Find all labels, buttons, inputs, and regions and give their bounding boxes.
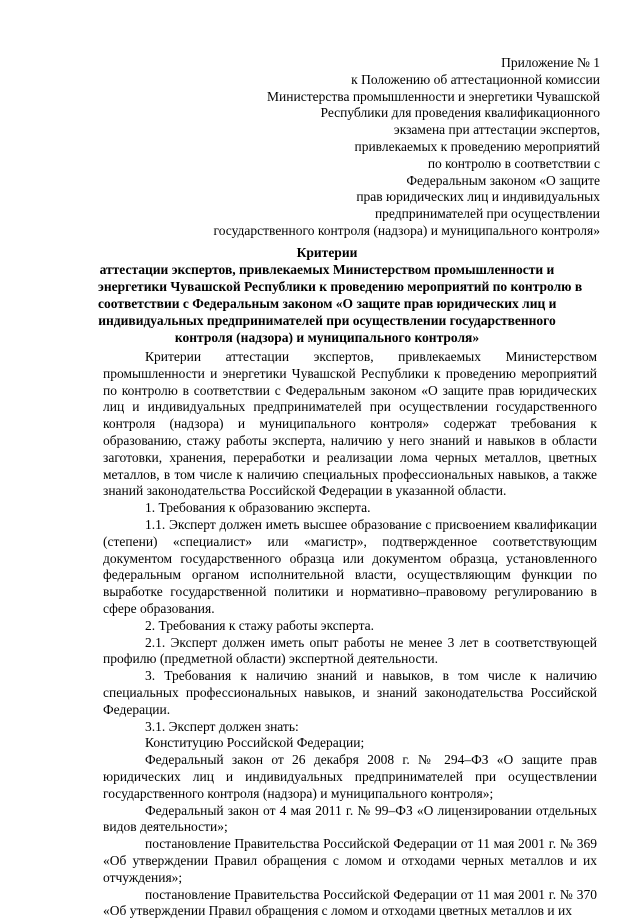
title-line: энергетики Чувашской Республики к проведению мероприятий по контролю в: [98, 278, 556, 295]
body-paragraph: постановление Правительства Российской Федерации от 11 мая 2001 г. № 370 «Об утверждении Правил обращения с ломом и отходами цветных металлов и их: [103, 887, 597, 920]
body-paragraph: Федеральный закон от 26 декабря 2008 г. № 294–ФЗ «О защите прав юридических лиц и индивидуальных предпринимателей при осуществлении государственного контроля (надзора) и муниципального контроля»;: [103, 752, 597, 802]
body-paragraph: 2.1. Эксперт должен иметь опыт работы не менее 3 лет в соответствующей профилю (предметной области) экспертной деятельности.: [103, 635, 597, 669]
appendix-line: экзамена при аттестации экспертов,: [180, 122, 600, 139]
appendix-line: Республики для проведения квалификационного: [180, 105, 600, 122]
appendix-line: к Положению об аттестационной комиссии: [180, 72, 600, 89]
body-paragraph: 1.1. Эксперт должен иметь высшее образование с присвоением квалификации (степени) «специалист» или «магистр», подтвержденное соответствующим документом государственного образца или документом образца, установленного федеральным органом исполнительной власти, осуществляющим функции по выработке государственной политики и нормативно–правовому регулированию в сфере образования.: [103, 517, 597, 618]
appendix-line: прав юридических лиц и индивидуальных: [180, 189, 600, 206]
appendix-header: [180, 55, 600, 240]
appendix-line: предпринимателей при осуществлении: [180, 206, 600, 223]
title-line: аттестации экспертов, привлекаемых Министерством промышленности и: [98, 261, 556, 278]
body-paragraph: Конституцию Российской Федерации;: [103, 735, 597, 752]
title-line: соответствии с Федеральным законом «О защите прав юридических лиц и: [98, 295, 556, 312]
title-line: индивидуальных предпринимателей при осуществлении государственного: [98, 312, 556, 329]
body-paragraph: Критерии аттестации экспертов, привлекаемых Министерством промышленности и энергетики Чувашской Республики к проведению мероприятий по контролю в соответствии с Федеральным законом «О защите прав юридических лиц и индивидуальных предпринимателей при осуществлении государственного контроля (надзора) и муниципального контроля» содержат требования к образованию, стажу работы эксперта, наличию у него знаний и навыков в области заготовки, хранения, переработки и реализации лома черных металлов, цветных металлов, в том числе к наличию специальных профессиональных навыков, а также знаний законодательства Российской Федерации в указанной области.: [103, 349, 597, 500]
appendix-line: Министерства промышленности и энергетики Чувашской: [180, 89, 600, 106]
appendix-line: Федеральным законом «О защите: [180, 173, 600, 190]
appendix-line: Приложение № 1: [180, 55, 600, 72]
body-paragraph: постановление Правительства Российской Федерации от 11 мая 2001 г. № 369 «Об утверждении Правил обращения с ломом и отходами черных металлов и их отчуждения»;: [103, 836, 597, 886]
body-paragraph: 1. Требования к образованию эксперта.: [103, 500, 597, 517]
document-body: [103, 349, 597, 920]
body-paragraph: 3. Требования к наличию знаний и навыков, в том числе к наличию специальных профессиональных навыков, и знаний законодательства Российской Федерации.: [103, 668, 597, 718]
title-line: Критерии: [98, 244, 556, 261]
body-paragraph: 3.1. Эксперт должен знать:: [103, 719, 597, 736]
appendix-line: по контролю в соответствии с: [180, 156, 600, 173]
title-line: контроля (надзора) и муниципального контроля»: [98, 329, 556, 346]
document-title: [98, 244, 556, 346]
appendix-line: государственного контроля (надзора) и муниципального контроля»: [180, 223, 600, 240]
appendix-line: привлекаемых к проведению мероприятий: [180, 139, 600, 156]
body-paragraph: 2. Требования к стажу работы эксперта.: [103, 618, 597, 635]
body-paragraph: Федеральный закон от 4 мая 2011 г. № 99–ФЗ «О лицензировании отдельных видов деятельности»;: [103, 803, 597, 837]
